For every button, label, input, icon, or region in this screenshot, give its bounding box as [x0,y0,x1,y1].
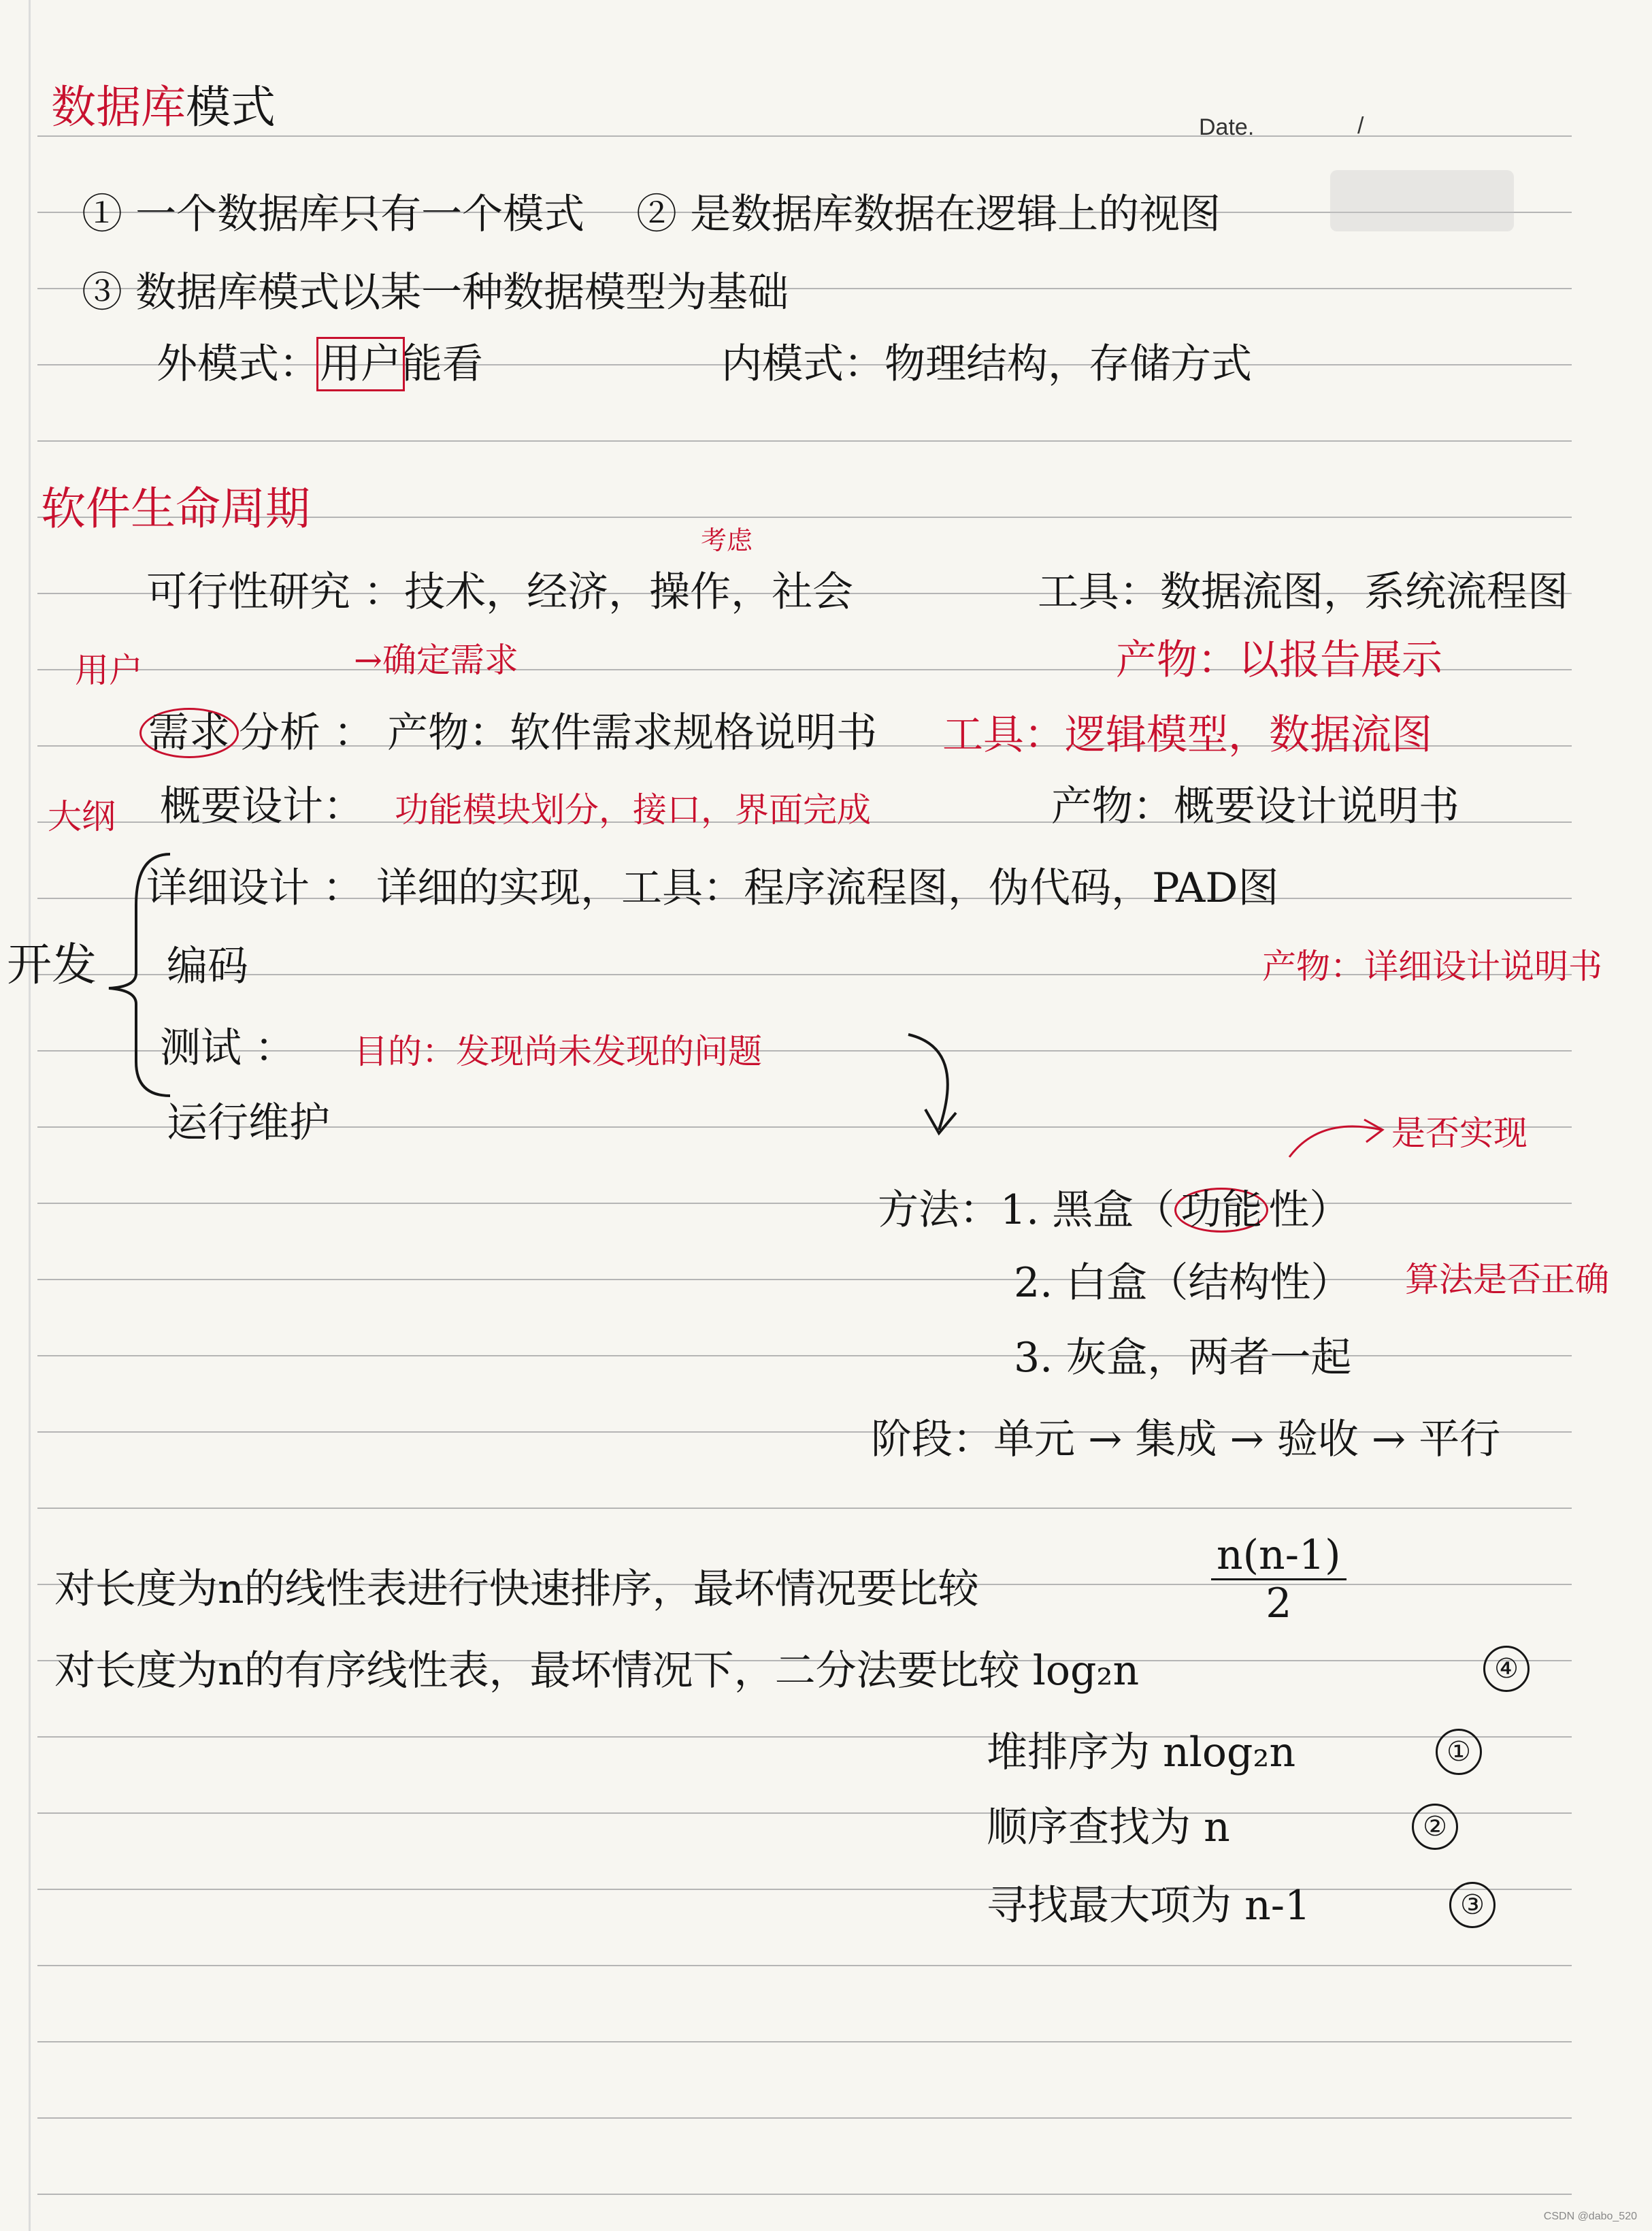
marker-4-value: ④ [1483,1646,1530,1692]
section-title-sdlc: 软件生命周期 [41,483,310,535]
feasibility-study: 可行性研究 ：技术，经济，操作，社会 [146,568,854,616]
db-point-3: ③ 数据库模式以某一种数据模型为基础 [82,269,789,316]
operation-maintenance: 运行维护 [167,1099,330,1147]
note-user: 用户 [75,651,143,690]
quicksort-fraction [1211,1531,1347,1627]
marker-3-value: ③ [1449,1882,1496,1928]
marker-3 [1449,1882,1496,1928]
heapsort-complexity: 堆排序为 nlog₂n [987,1729,1296,1776]
test-method-gray-box: 3. 灰盒，两者一起 [1014,1334,1352,1382]
marker-1 [1436,1729,1482,1775]
paper-smudge [1330,170,1514,231]
internal-schema: 内模式：物理结构，存储方式 [721,340,1252,388]
note-is-implemented: 是否实现 [1391,1113,1527,1153]
watermark: CSDN @dabo_520 [1543,2211,1637,2222]
outline-design-label: 概要设计： [160,783,364,830]
sequential-search-complexity: 顺序查找为 n [987,1804,1230,1851]
black-box-a: 方法：1. 黑盒（ [878,1186,1175,1234]
external-schema [156,340,483,388]
date-label: Date. [1199,114,1255,140]
db-point-2: ② 是数据库数据在逻辑上的视图 [636,191,1221,238]
date-slash: / [1357,113,1364,139]
arrow-confirm-requirements: →确定需求 [354,640,518,680]
db-point-1: ① 一个数据库只有一个模式 [82,191,585,238]
coding: 编码 [167,943,248,990]
marker-2-value: ② [1412,1804,1458,1850]
marker-1-value: ① [1436,1729,1482,1775]
test-method-white-box: 2. 白盒（结构性） [1014,1259,1352,1307]
external-schema-suffix: 能看 [401,340,483,388]
binary-search-worst-case: 对长度为n的有序线性表，最坏情况下，二分法要比较 log₂n [54,1647,1140,1695]
marker-2 [1412,1804,1458,1850]
detailed-design: 详细设计 ： 详细的实现，工具：程序流程图，伪代码，PAD图 [146,864,1279,912]
find-max-complexity: 寻找最大项为 n-1 [987,1882,1311,1929]
requirements-circled: 需求 [139,708,239,758]
quicksort-worst-case: 对长度为n的线性表进行快速排序，最坏情况要比较 [54,1565,979,1613]
external-schema-prefix: 外模式： [156,340,320,388]
note-algorithm-correct: 算法是否正确 [1405,1260,1609,1299]
testing-label: 测试 ： [160,1024,296,1072]
development-label: 开发 [7,939,97,991]
test-stages: 阶段：单元 → 集成 → 验收 → 平行 [871,1416,1501,1463]
fraction-denominator: 2 [1266,1580,1292,1627]
detailed-design-output: 产物：详细设计说明书 [1262,947,1602,986]
outline-design-content: 功能模块划分，接口，界面完成 [395,790,871,830]
function-circled: 功能 [1174,1188,1268,1233]
marker-4 [1483,1646,1530,1692]
test-method-black-box [878,1188,1350,1233]
testing-goal: 目的：发现尚未发现的问题 [354,1032,762,1071]
section-title-db-schema [51,81,276,133]
feasibility-tools: 工具：数据流图，系统流程图 [1038,568,1568,616]
black-box-c: 性） [1268,1186,1351,1234]
requirements-tools: 工具：逻辑模型，数据流图 [942,711,1432,759]
requirements-analysis [139,708,877,758]
margin-line [29,0,31,2231]
fraction-numerator: n(n-1) [1211,1535,1347,1580]
note-outline: 大纲 [48,797,116,836]
feasibility-output: 产物：以报告展示 [1116,636,1442,684]
user-boxed: 用户 [320,340,401,388]
title1-red-part: 数据库 [51,81,186,133]
outline-design-output: 产物：概要设计说明书 [1051,783,1459,830]
fraction [1211,1531,1347,1627]
requirements-rest: 分析 ： 产物：软件需求规格说明书 [239,709,878,757]
title1-black-part: 模式 [186,81,276,133]
note-consider: 考虑 [701,525,753,555]
